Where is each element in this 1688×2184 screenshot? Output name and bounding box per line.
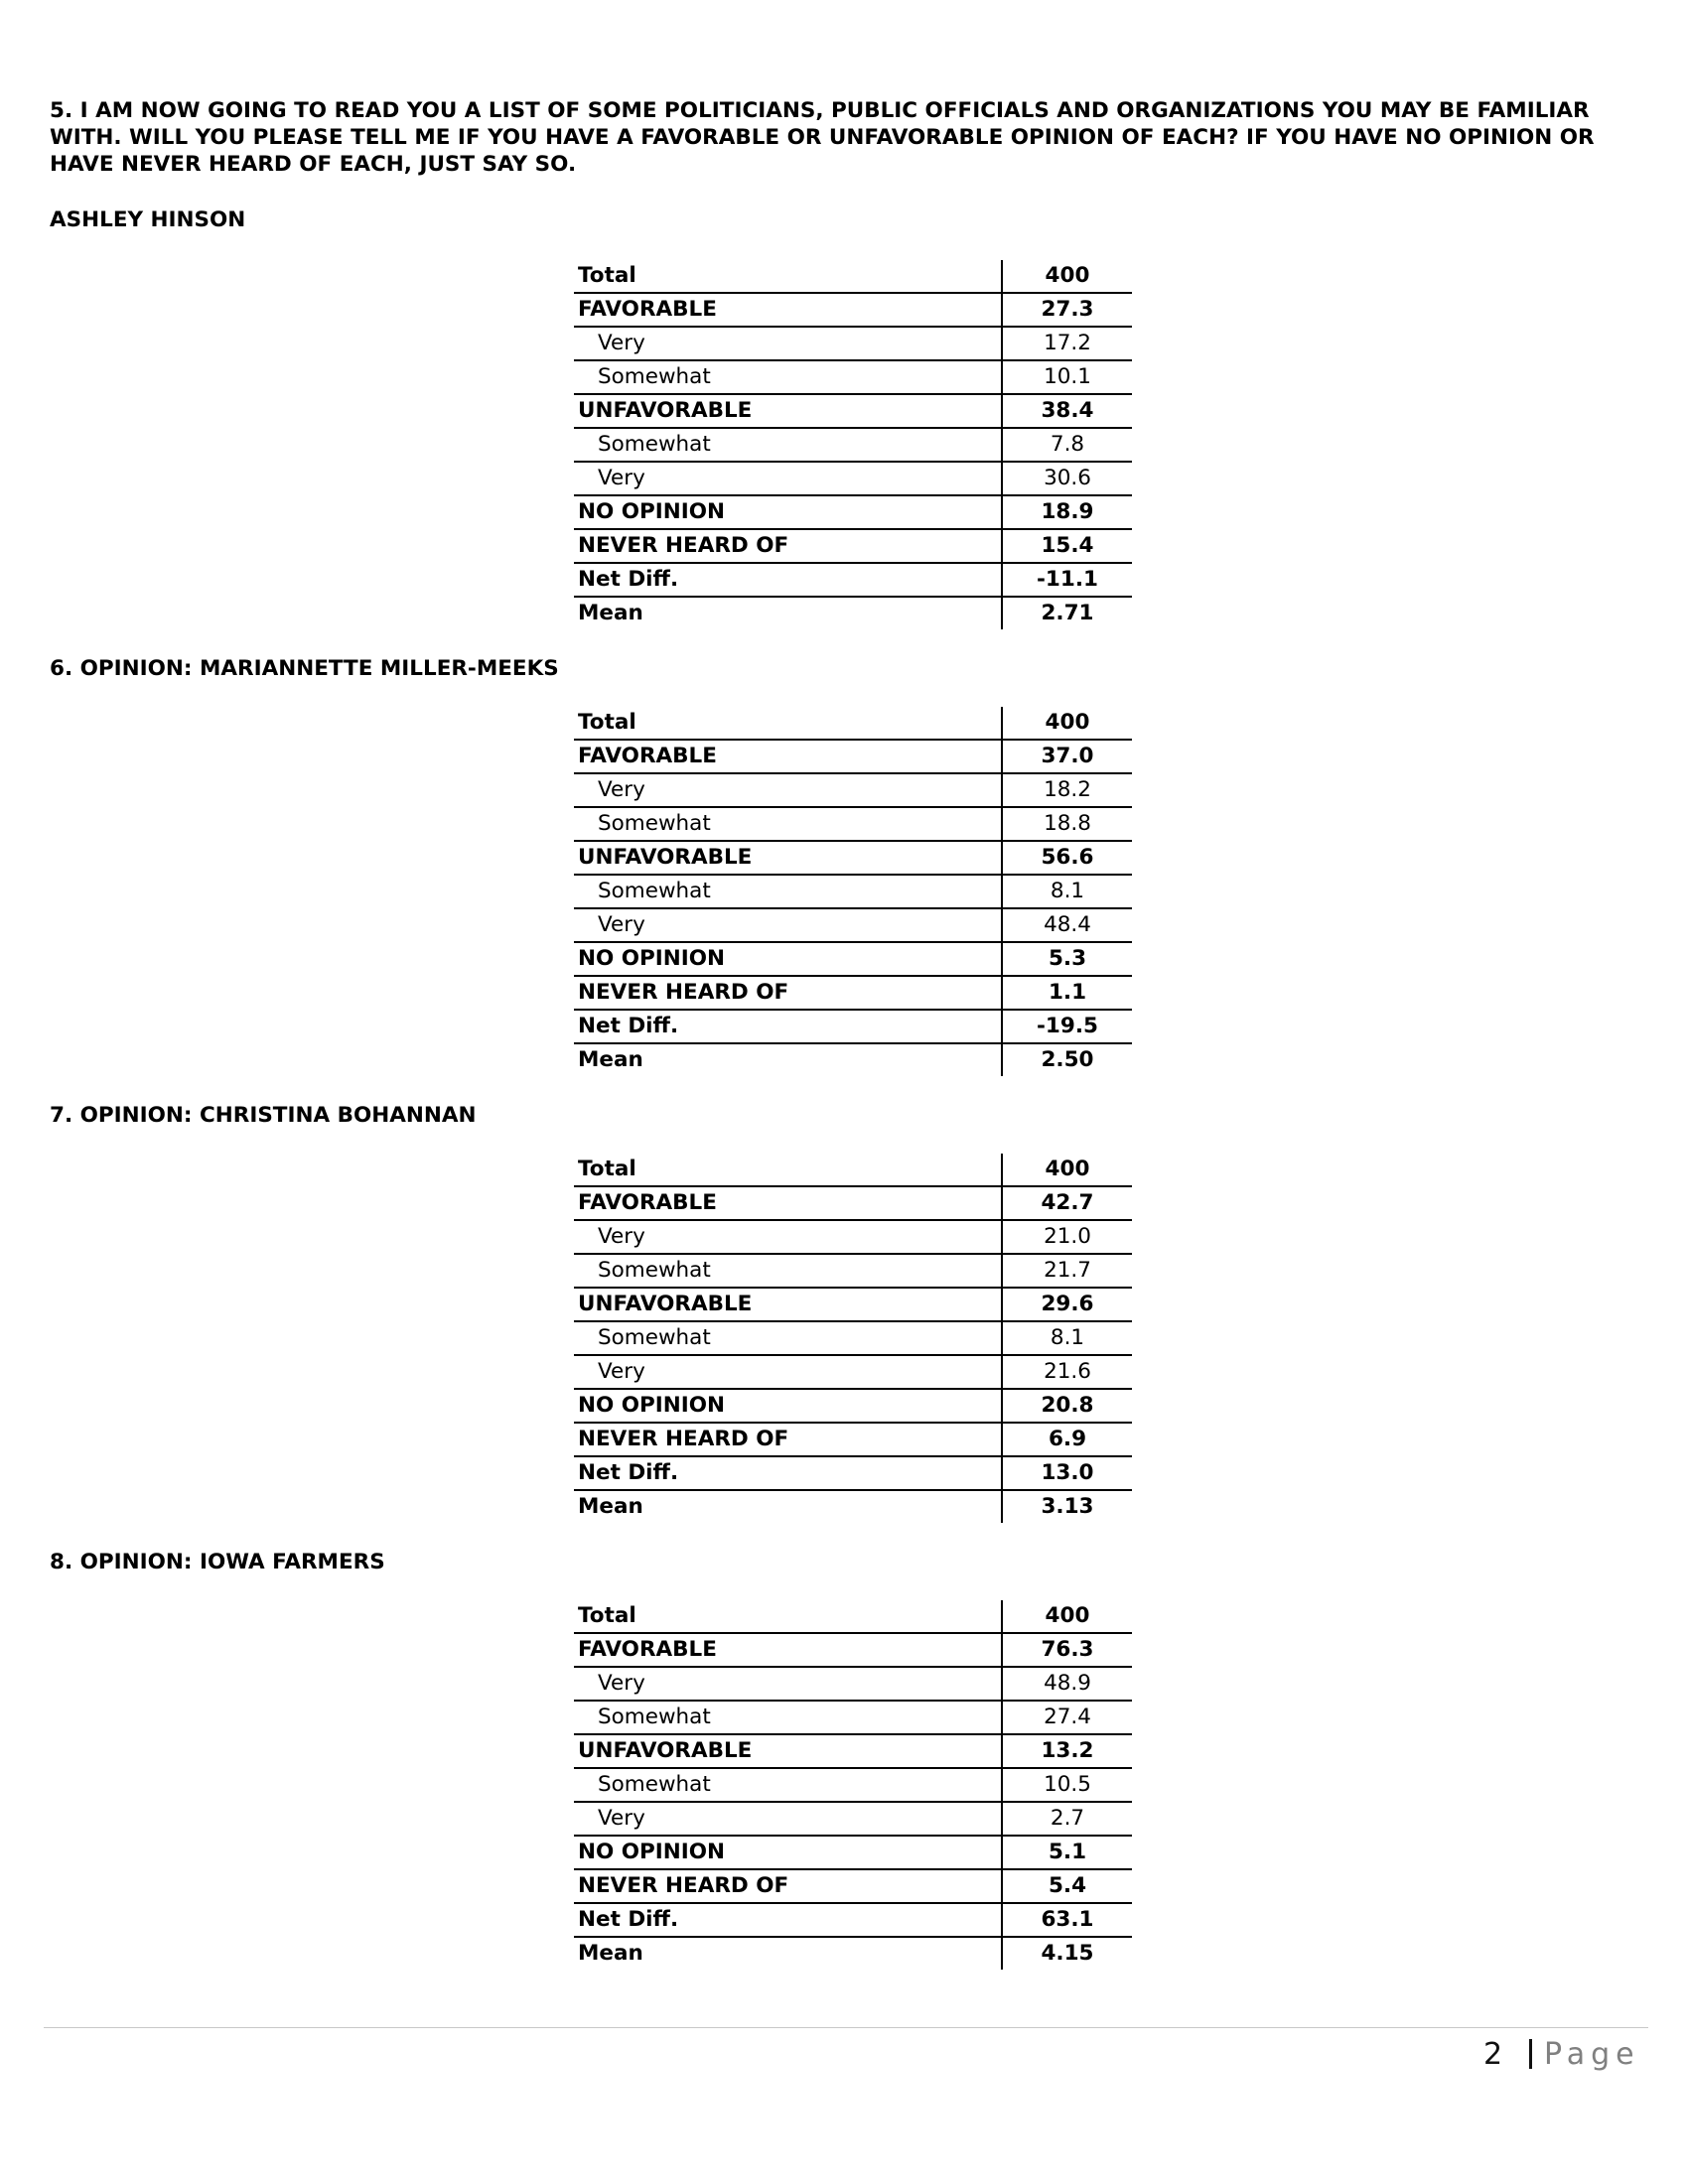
row-value: 21.6: [1002, 1355, 1132, 1389]
row-value: 400: [1002, 260, 1132, 293]
row-value: 56.6: [1002, 841, 1132, 875]
question-6-heading: 6. OPINION: MARIANNETTE MILLER-MEEKS: [50, 656, 559, 681]
row-label: NO OPINION: [574, 942, 1002, 976]
row-value: 5.4: [1002, 1869, 1132, 1903]
table-row: [574, 707, 1132, 740]
row-label: Total: [574, 260, 1002, 293]
table-row: [574, 1633, 1132, 1667]
table-row: [574, 1734, 1132, 1768]
row-label: Net Diff.: [574, 563, 1002, 597]
table-row: [574, 875, 1132, 908]
opinion-table-bohannan: [574, 1154, 1132, 1523]
page-number: 2: [1483, 2037, 1503, 2072]
question-8-heading: 8. OPINION: IOWA FARMERS: [50, 1550, 385, 1574]
row-label: FAVORABLE: [574, 1186, 1002, 1220]
table-row: [574, 1456, 1132, 1490]
row-label: Total: [574, 707, 1002, 740]
table-row: [574, 529, 1132, 563]
table-row: [574, 1903, 1132, 1937]
table-row: [574, 1043, 1132, 1076]
row-label: UNFAVORABLE: [574, 394, 1002, 428]
question-5-subject: ASHLEY HINSON: [50, 207, 246, 232]
row-value: 5.3: [1002, 942, 1132, 976]
table-row: [574, 260, 1132, 293]
table-row: [574, 1321, 1132, 1355]
question-7-heading: 7. OPINION: CHRISTINA BOHANNAN: [50, 1103, 477, 1128]
row-value: -19.5: [1002, 1010, 1132, 1043]
table-row: [574, 1836, 1132, 1869]
row-value: 48.4: [1002, 908, 1132, 942]
row-value: 400: [1002, 1600, 1132, 1633]
opinion-table-hinson: [574, 260, 1132, 629]
table-row: [574, 1802, 1132, 1836]
row-value: 6.9: [1002, 1423, 1132, 1456]
row-label: Total: [574, 1600, 1002, 1633]
table-row: [574, 495, 1132, 529]
row-label: Somewhat: [574, 807, 1002, 841]
row-value: 27.4: [1002, 1701, 1132, 1734]
opinion-table-miller-meeks: [574, 707, 1132, 1076]
row-value: 2.7: [1002, 1802, 1132, 1836]
row-label: Mean: [578, 1494, 643, 1519]
footer-divider: [44, 2027, 1648, 2028]
page-separator: [1529, 2039, 1532, 2069]
row-value: 18.9: [1002, 495, 1132, 529]
row-label: Somewhat: [574, 360, 1002, 394]
row-label: Somewhat: [574, 875, 1002, 908]
row-value: -11.1: [1002, 563, 1132, 597]
table-row: [574, 1869, 1132, 1903]
row-label: NEVER HEARD OF: [574, 1869, 1002, 1903]
row-value: 8.1: [1002, 875, 1132, 908]
row-label: NEVER HEARD OF: [574, 976, 1002, 1010]
row-label: FAVORABLE: [574, 1633, 1002, 1667]
table-row: [574, 293, 1132, 327]
row-label: Total: [574, 1154, 1002, 1186]
row-label: Very: [574, 1355, 1002, 1389]
row-value: 400: [1002, 1154, 1132, 1186]
table-row: [574, 807, 1132, 841]
row-label: Mean: [578, 1941, 643, 1966]
row-value: 4.15: [1002, 1937, 1132, 1970]
question-5-text: 5. I AM NOW GOING TO READ YOU A LIST OF SOME POLITICIANS, PUBLIC OFFICIALS AND ORGANIZATIONS YOU MAY BE FAMILIAR WITH. WILL YOU PLEASE TELL ME IF YOU HAVE A FAVORABLE OR UNFAVORABLE OPINION OF EACH? IF YOU HAVE NO OPINION OR HAVE NEVER HEARD OF EACH, JUST SAY SO.: [50, 98, 1595, 177]
row-label: Very: [574, 1667, 1002, 1701]
table-row: [574, 1288, 1132, 1321]
row-value: 3.13: [1002, 1490, 1132, 1523]
row-label: Very: [574, 462, 1002, 495]
table-row: [574, 1600, 1132, 1633]
row-value: 18.2: [1002, 773, 1132, 807]
table-row: [574, 1423, 1132, 1456]
table-row: [574, 841, 1132, 875]
row-label: Very: [574, 1802, 1002, 1836]
table-row: [574, 1355, 1132, 1389]
row-label: Net Diff.: [574, 1456, 1002, 1490]
row-value: 15.4: [1002, 529, 1132, 563]
table-row: [574, 327, 1132, 360]
row-label: NEVER HEARD OF: [574, 529, 1002, 563]
table-row: [574, 394, 1132, 428]
table-row: [574, 428, 1132, 462]
table-row: [574, 597, 1132, 629]
row-value: 13.2: [1002, 1734, 1132, 1768]
row-label: UNFAVORABLE: [574, 841, 1002, 875]
row-label: Somewhat: [574, 1768, 1002, 1802]
row-label: UNFAVORABLE: [574, 1288, 1002, 1321]
table-row: [574, 942, 1132, 976]
table-row: [574, 976, 1132, 1010]
row-value: 400: [1002, 707, 1132, 740]
table-row: [574, 1490, 1132, 1523]
opinion-table-iowa-farmers: [574, 1600, 1132, 1970]
row-label: NEVER HEARD OF: [574, 1423, 1002, 1456]
row-value: 48.9: [1002, 1667, 1132, 1701]
row-label: Mean: [578, 1047, 643, 1072]
table-row: [574, 1667, 1132, 1701]
row-value: 76.3: [1002, 1633, 1132, 1667]
row-label: Very: [574, 773, 1002, 807]
row-value: 38.4: [1002, 394, 1132, 428]
table-row: [574, 1768, 1132, 1802]
table-row: [574, 1254, 1132, 1288]
row-label: Net Diff.: [574, 1010, 1002, 1043]
row-value: 37.0: [1002, 740, 1132, 773]
row-value: 17.2: [1002, 327, 1132, 360]
row-label: NO OPINION: [574, 495, 1002, 529]
row-label: FAVORABLE: [574, 293, 1002, 327]
row-label: Mean: [578, 601, 643, 625]
table-row: [574, 563, 1132, 597]
table-row: [574, 1937, 1132, 1970]
row-value: 29.6: [1002, 1288, 1132, 1321]
table-row: [574, 1186, 1132, 1220]
row-value: 21.7: [1002, 1254, 1132, 1288]
row-value: 10.5: [1002, 1768, 1132, 1802]
row-label: FAVORABLE: [574, 740, 1002, 773]
row-value: 27.3: [1002, 293, 1132, 327]
row-label: Very: [574, 908, 1002, 942]
table-row: [574, 462, 1132, 495]
table-row: [574, 773, 1132, 807]
row-value: 2.50: [1002, 1043, 1132, 1076]
row-label: Net Diff.: [574, 1903, 1002, 1937]
row-label: Somewhat: [574, 1321, 1002, 1355]
row-value: 30.6: [1002, 462, 1132, 495]
row-value: 10.1: [1002, 360, 1132, 394]
row-value: 7.8: [1002, 428, 1132, 462]
row-label: NO OPINION: [574, 1389, 1002, 1423]
row-value: 1.1: [1002, 976, 1132, 1010]
table-row: [574, 1389, 1132, 1423]
row-value: 20.8: [1002, 1389, 1132, 1423]
row-value: 8.1: [1002, 1321, 1132, 1355]
row-value: 13.0: [1002, 1456, 1132, 1490]
row-label: Very: [574, 1220, 1002, 1254]
row-value: 18.8: [1002, 807, 1132, 841]
table-row: [574, 740, 1132, 773]
row-value: 42.7: [1002, 1186, 1132, 1220]
table-row: [574, 908, 1132, 942]
table-row: [574, 1154, 1132, 1186]
row-label: UNFAVORABLE: [574, 1734, 1002, 1768]
row-value: 21.0: [1002, 1220, 1132, 1254]
row-value: 2.71: [1002, 597, 1132, 629]
row-label: Somewhat: [574, 1701, 1002, 1734]
row-label: Somewhat: [574, 1254, 1002, 1288]
table-row: [574, 1220, 1132, 1254]
row-label: Somewhat: [574, 428, 1002, 462]
row-value: 5.1: [1002, 1836, 1132, 1869]
row-label: NO OPINION: [574, 1836, 1002, 1869]
row-label: Very: [574, 327, 1002, 360]
row-value: 63.1: [1002, 1903, 1132, 1937]
page-label: Page: [1544, 2037, 1640, 2072]
table-row: [574, 1010, 1132, 1043]
table-row: [574, 1701, 1132, 1734]
table-row: [574, 360, 1132, 394]
